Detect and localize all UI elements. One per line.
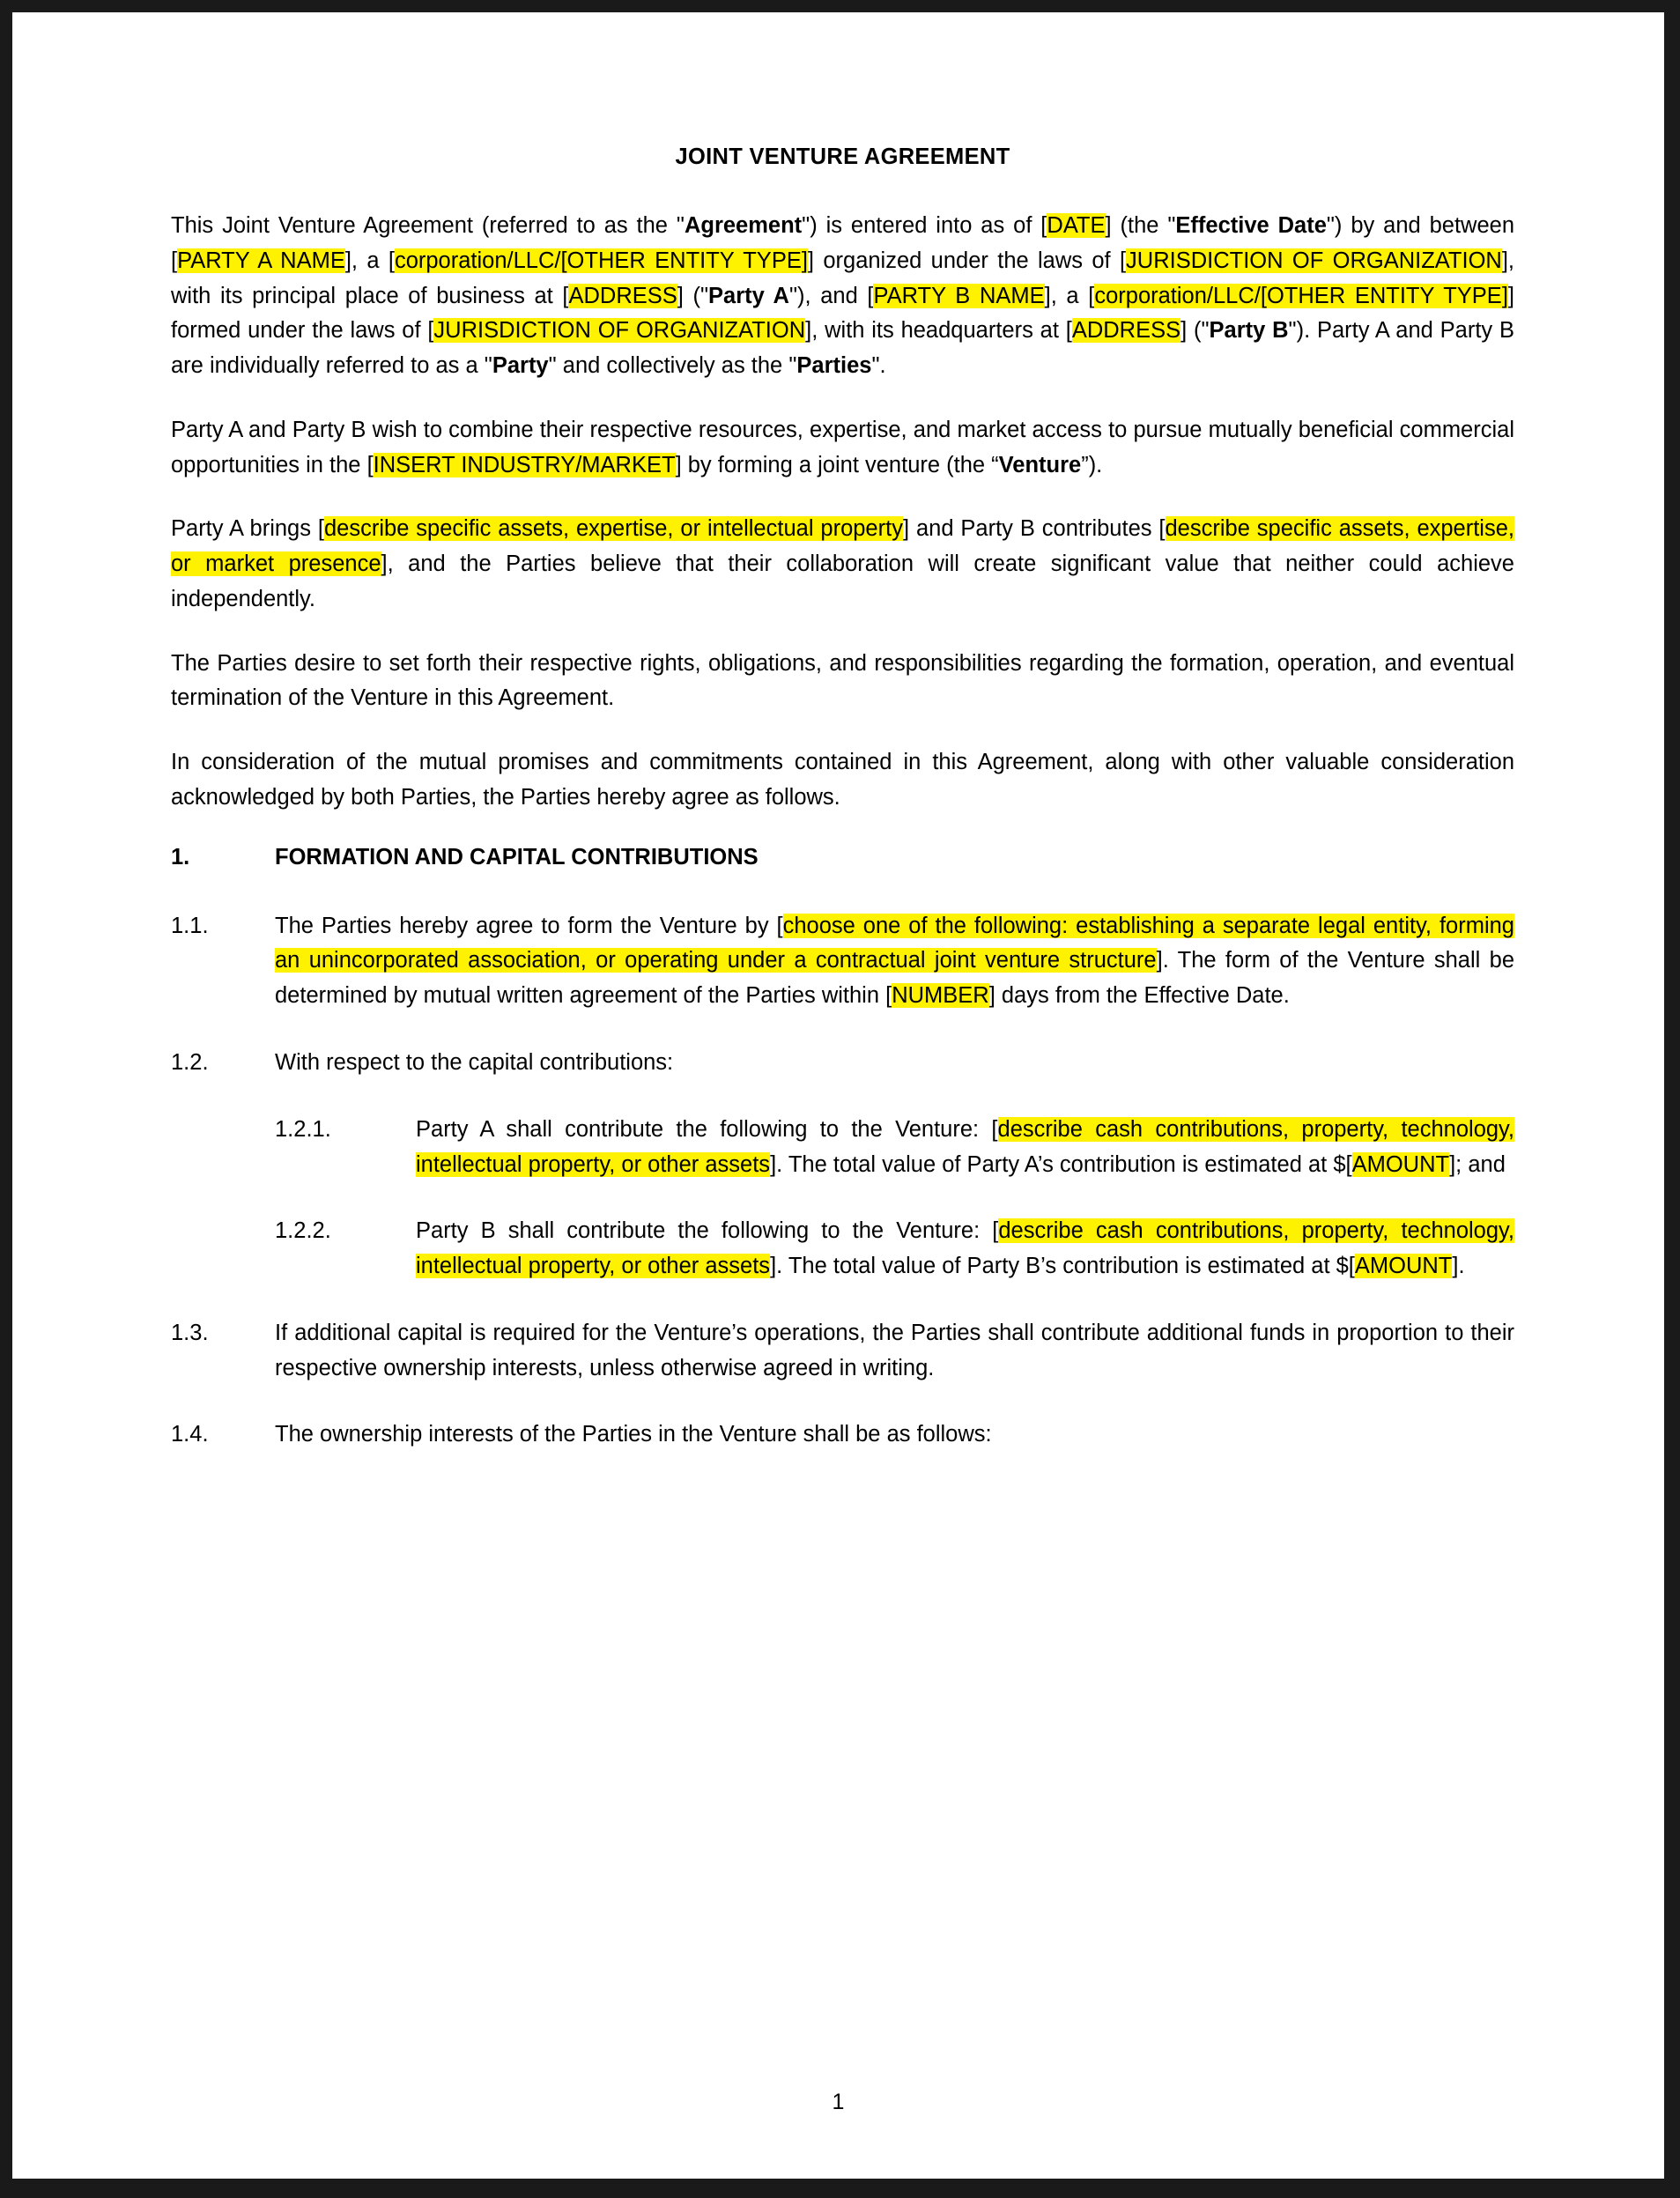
placeholder-venture-form-options: choose one of the following: establishing a separate legal entity, forming an unincorporated association, or operating under a contractual joint venture structure bbox=[275, 913, 1514, 973]
placeholder-party-a-entity-type: corporation/LLC/[OTHER ENTITY TYPE] bbox=[394, 248, 808, 273]
text-fragment: ]. The total value of Party B’s contribution is estimated at $[ bbox=[770, 1254, 1355, 1279]
placeholder-party-a-amount: AMOUNT bbox=[1351, 1151, 1450, 1177]
text-fragment: ] and Party B contributes [ bbox=[902, 516, 1166, 542]
text-fragment: ], a [ bbox=[344, 248, 395, 273]
text-fragment: ], a [ bbox=[1044, 283, 1095, 308]
paragraph-consideration: In consideration of the mutual promises and commitments contained in this Agreement, along with other valuable consideration acknowledged by both Parties, the Parties hereby agree as follows. bbox=[171, 750, 1514, 810]
clause-number: 1.4. bbox=[171, 1422, 209, 1447]
placeholder-party-a-address: ADDRESS bbox=[568, 283, 677, 308]
text-fragment: ] by forming a joint venture (the “ bbox=[675, 452, 999, 477]
clause-number: 1.1. bbox=[171, 913, 209, 938]
text-fragment: ". bbox=[871, 353, 886, 379]
clause-body: With respect to the capital contributions: bbox=[275, 1050, 674, 1076]
subclause-number: 1.2.1. bbox=[275, 1116, 331, 1142]
section-number: 1. bbox=[171, 844, 190, 870]
placeholder-number-of-days: NUMBER bbox=[892, 983, 989, 1009]
text-fragment: "), and [ bbox=[788, 283, 874, 308]
clause-body bbox=[275, 909, 1514, 1014]
clause-1-3 bbox=[171, 1316, 1514, 1387]
paragraph-desire: The Parties desire to set forth their respective rights, obligations, and responsibilities regarding the formation, operation, and eventual termination of the Venture in this Agreement. bbox=[171, 650, 1514, 711]
clause-1-1 bbox=[171, 909, 1514, 1014]
text-fragment: ] organized under the laws of [ bbox=[807, 248, 1127, 273]
defined-term-effective-date: Effective Date bbox=[1175, 213, 1327, 238]
text-fragment: ], and the Parties believe that their collaboration will create significant value that neither could achieve independently. bbox=[171, 551, 1514, 611]
text-fragment: Party B shall contribute the following to the Venture: [ bbox=[416, 1218, 999, 1244]
clause-number: 1.3. bbox=[171, 1320, 209, 1345]
placeholder-party-b-assets: describe specific assets, expertise, or market presence bbox=[171, 516, 1514, 577]
defined-term-party-a: Party A bbox=[708, 283, 789, 308]
section-title: FORMATION AND CAPITAL CONTRIBUTIONS bbox=[275, 844, 759, 870]
placeholder-party-a-contribution-description: describe cash contributions, property, technology, intellectual property, or other assets bbox=[416, 1116, 1514, 1177]
placeholder-party-a-jurisdiction: JURISDICTION OF ORGANIZATION bbox=[1126, 248, 1502, 273]
text-fragment: Party A shall contribute the following to the Venture: [ bbox=[416, 1116, 998, 1142]
text-fragment: "). Party A and Party B are individually referred to as a " bbox=[171, 318, 1514, 379]
clause-number: 1.2. bbox=[171, 1050, 209, 1076]
text-fragment: ] (" bbox=[677, 283, 709, 308]
paragraph-contributions-overview bbox=[171, 512, 1514, 617]
subclause-body bbox=[416, 1214, 1514, 1284]
defined-term-party: Party bbox=[492, 353, 549, 379]
placeholder-party-a-name: PARTY A NAME bbox=[177, 248, 345, 273]
text-fragment: The Parties hereby agree to form the Venture by [ bbox=[275, 913, 783, 938]
placeholder-party-a-assets: describe specific assets, expertise, or intellectual property bbox=[324, 516, 903, 542]
clause-1-2-2 bbox=[171, 1214, 1514, 1284]
text-fragment: This Joint Venture Agreement (referred to as the " bbox=[171, 213, 685, 238]
paragraph-preamble-parties bbox=[171, 209, 1514, 384]
defined-term-agreement: Agreement bbox=[684, 213, 803, 238]
text-fragment: ], with its headquarters at [ bbox=[805, 318, 1072, 344]
page-title: JOINT VENTURE AGREEMENT bbox=[675, 144, 1010, 169]
text-fragment: ]. The form of the Venture shall be determined by mutual written agreement of the Parties within [ bbox=[275, 948, 1515, 1009]
clause-1-2-1 bbox=[171, 1113, 1514, 1183]
placeholder-party-b-jurisdiction: JURISDICTION OF ORGANIZATION bbox=[433, 318, 806, 344]
text-fragment: ") is entered into as of [ bbox=[802, 213, 1047, 238]
text-fragment: ”). bbox=[1081, 452, 1103, 477]
text-fragment: Party A and Party B wish to combine their respective resources, expertise, and market access to pursue mutually beneficial commercial opportunities in the [ bbox=[171, 417, 1514, 477]
page-number: 1 bbox=[832, 2090, 845, 2114]
placeholder-party-b-amount: AMOUNT bbox=[1354, 1254, 1453, 1279]
placeholder-industry-market: INSERT INDUSTRY/MARKET bbox=[373, 452, 676, 477]
placeholder-party-b-entity-type: corporation/LLC/[OTHER ENTITY TYPE] bbox=[1094, 283, 1508, 308]
text-fragment: ]. The total value of Party A’s contribution is estimated at $[ bbox=[770, 1151, 1352, 1177]
placeholder-party-b-contribution-description: describe cash contributions, property, technology, intellectual property, or other assets bbox=[416, 1218, 1514, 1279]
subclause-number: 1.2.2. bbox=[275, 1218, 331, 1244]
defined-term-parties: Parties bbox=[796, 353, 872, 379]
document-page bbox=[12, 12, 1664, 2179]
placeholder-date: DATE bbox=[1047, 213, 1106, 238]
text-fragment: Party A brings [ bbox=[171, 516, 324, 542]
text-fragment: ") by and between [ bbox=[171, 213, 1515, 273]
subclause-body bbox=[416, 1113, 1514, 1183]
text-fragment: ] (the " bbox=[1105, 213, 1176, 238]
defined-term-venture: Venture bbox=[998, 452, 1082, 477]
text-fragment: ] formed under the laws of [ bbox=[171, 283, 1514, 344]
text-fragment: ]; and bbox=[1449, 1151, 1506, 1177]
text-fragment: " and collectively as the " bbox=[548, 353, 797, 379]
clause-body: The ownership interests of the Parties in the Venture shall be as follows: bbox=[275, 1422, 992, 1447]
placeholder-party-b-name: PARTY B NAME bbox=[873, 283, 1045, 308]
section-heading-1 bbox=[171, 845, 1514, 870]
clause-1-4 bbox=[171, 1417, 1514, 1453]
text-fragment: ], with its principal place of business at [ bbox=[171, 248, 1514, 308]
clause-body: If additional capital is required for the Venture’s operations, the Parties shall contribute additional funds in proportion to their respective ownership interests, unless otherwise agreed in writing. bbox=[275, 1320, 1514, 1380]
defined-term-party-b: Party B bbox=[1209, 318, 1289, 344]
text-fragment: ] days from the Effective Date. bbox=[988, 983, 1290, 1009]
text-fragment: ]. bbox=[1452, 1254, 1465, 1279]
placeholder-party-b-address: ADDRESS bbox=[1071, 318, 1181, 344]
clause-1-2 bbox=[171, 1046, 1514, 1081]
text-fragment: ] (" bbox=[1180, 318, 1210, 344]
paragraph-purpose bbox=[171, 413, 1514, 484]
